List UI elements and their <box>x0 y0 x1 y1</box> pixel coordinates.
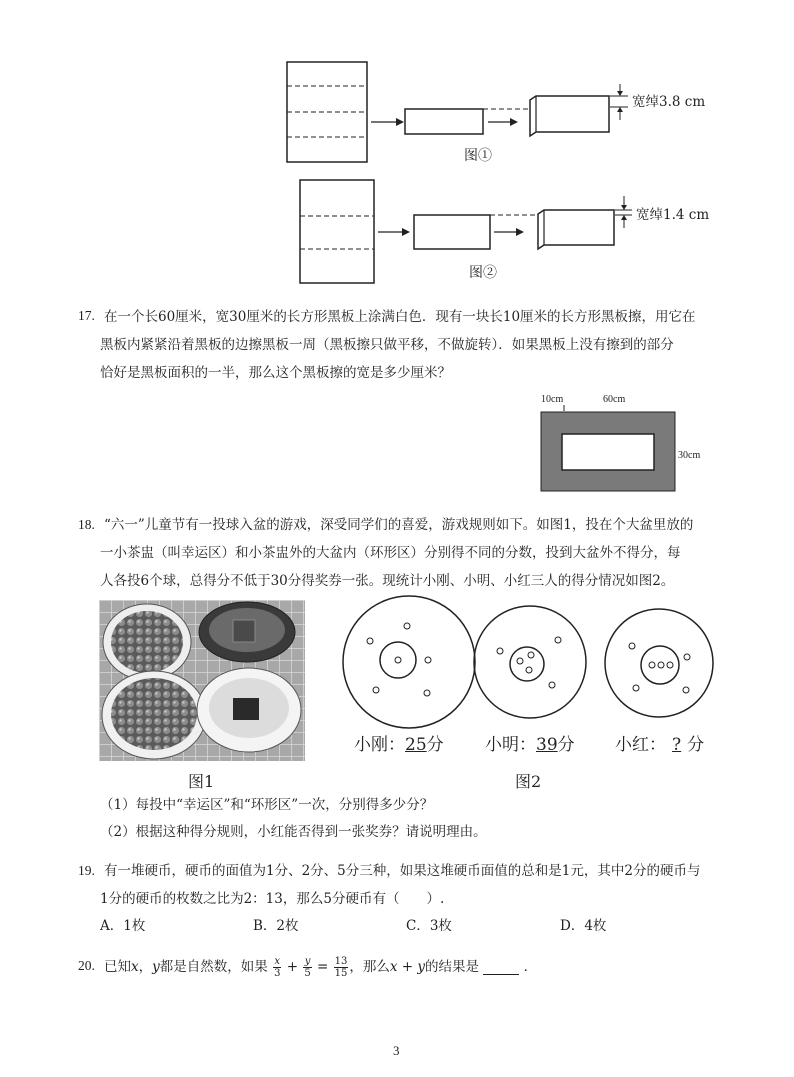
q20-text-e: ． <box>523 959 538 975</box>
q20-frac2-den: 5 <box>304 968 311 979</box>
q19-line-1: 有一堆硬币，硬币的面值为1分、2分、5分三种，如果这堆硬币面值的总和是1元，其中2分的硬币与 <box>104 863 701 879</box>
fig1-label: 图① <box>464 148 492 164</box>
q20-fraction-13-15 <box>334 956 349 979</box>
q20-body <box>104 952 537 982</box>
q19-option-a: A．1枚 <box>100 918 146 934</box>
q20-equals: = <box>317 959 329 975</box>
q20-frac3-den: 15 <box>334 968 348 979</box>
score-xiaohong <box>615 730 704 755</box>
target-xiaogang <box>343 596 475 728</box>
blackboard-label-left: 10cm <box>541 394 564 405</box>
score-xiaogang-name: 小刚： <box>354 735 405 755</box>
q20-text-b: 都是自然数，如果 <box>159 959 268 975</box>
q19-number: 19. <box>78 863 95 878</box>
fig1-annotation: 宽绰3.8 cm <box>632 94 706 110</box>
fig2-annotation: 宽绰1.4 cm <box>636 207 710 223</box>
q18-sub2: （2）根据这种得分规则，小红能否得到一张奖券？请说明理由。 <box>100 824 487 840</box>
q19-option-d: D．4枚 <box>560 918 607 934</box>
q20-frac2-num: y <box>304 956 311 967</box>
q20-expr: x + y <box>389 959 425 975</box>
q19-option-c: C．3枚 <box>406 918 452 934</box>
q17-line-3: 恰好是黑板面积的一半，那么这个黑板擦的宽是多少厘米？ <box>100 365 451 381</box>
q17-number: 17. <box>78 308 95 323</box>
score-xiaoming-unit: 分 <box>557 735 575 755</box>
q19-option-b: B．2枚 <box>253 918 299 934</box>
score-xiaoming <box>485 730 575 755</box>
q18-sub1: （1）每投中“幸运区”和“环形区”一次，分别得多少分？ <box>100 797 434 813</box>
score-xiaohong-unit: 分 <box>687 735 705 755</box>
target-xiaohong <box>605 609 713 717</box>
q20-fraction-y-5 <box>303 956 311 979</box>
q18-line-1: “六一”儿童节有一投球入盆的游戏，深受同学们的喜爱，游戏规则如下。如图1，投在个大盆里放的 <box>104 517 694 533</box>
q20-text-c: ，那么 <box>349 959 390 975</box>
q20-plus: + <box>286 959 299 975</box>
q19-line-2: 1分的硬币的枚数之比为2：13，那么5分硬币有（ ）. <box>100 891 445 907</box>
q20-var-y: y <box>152 959 160 975</box>
score-xiaogang <box>354 730 444 755</box>
score-xiaoming-value: 39 <box>536 735 558 755</box>
q20-answer-blank[interactable] <box>483 960 519 975</box>
blackboard-label-top: 60cm <box>603 394 626 405</box>
q17-line-2: 黑板内紧紧沿着黑板的边擦黑板一周（黑板擦只做平移，不做旋转）．如果黑板上没有擦到的部分 <box>100 337 674 353</box>
score-xiaoming-name: 小明： <box>485 735 536 755</box>
q20-text-a: 已知 <box>104 959 131 975</box>
q18-line-2: 一小茶盅（叫幸运区）和小茶盅外的大盆内（环形区）分别得不同的分数，投到大盆外不得分，每 <box>100 545 681 561</box>
score-xiaogang-unit: 分 <box>426 735 444 755</box>
q20-fraction-x-3 <box>273 956 281 979</box>
target-xiaoming <box>474 606 586 718</box>
score-xiaohong-value: ? <box>672 735 682 755</box>
q18-number: 18. <box>78 517 95 532</box>
score-xiaogang-value: 25 <box>405 735 427 755</box>
q18-fig2-label: 图2 <box>515 772 542 791</box>
fig2-label: 图② <box>469 265 497 281</box>
q20-comma: ， <box>138 959 153 975</box>
q20-frac1-den: 3 <box>274 968 281 979</box>
q17-line-1: 在一个长60厘米，宽30厘米的长方形黑板上涂满白色．现有一块长10厘米的长方形黑板擦，用它在 <box>104 309 696 325</box>
q18-fig1-label: 图1 <box>188 772 215 791</box>
q20-text-d: 的结果是 <box>425 959 479 975</box>
score-xiaohong-name: 小红： <box>615 735 666 755</box>
q20-var-x: x <box>131 959 139 975</box>
page-number: 3 <box>393 1043 400 1058</box>
q18-line-3: 人各投6个球，总得分不低于30分得奖券一张。现统计小刚、小明、小红三人的得分情况如图2。 <box>100 573 675 589</box>
q20-frac1-num: x <box>274 956 281 967</box>
q20-number: 20. <box>78 958 95 973</box>
blackboard-label-right: 30cm <box>678 450 701 461</box>
q20-frac3-num: 13 <box>334 956 348 967</box>
